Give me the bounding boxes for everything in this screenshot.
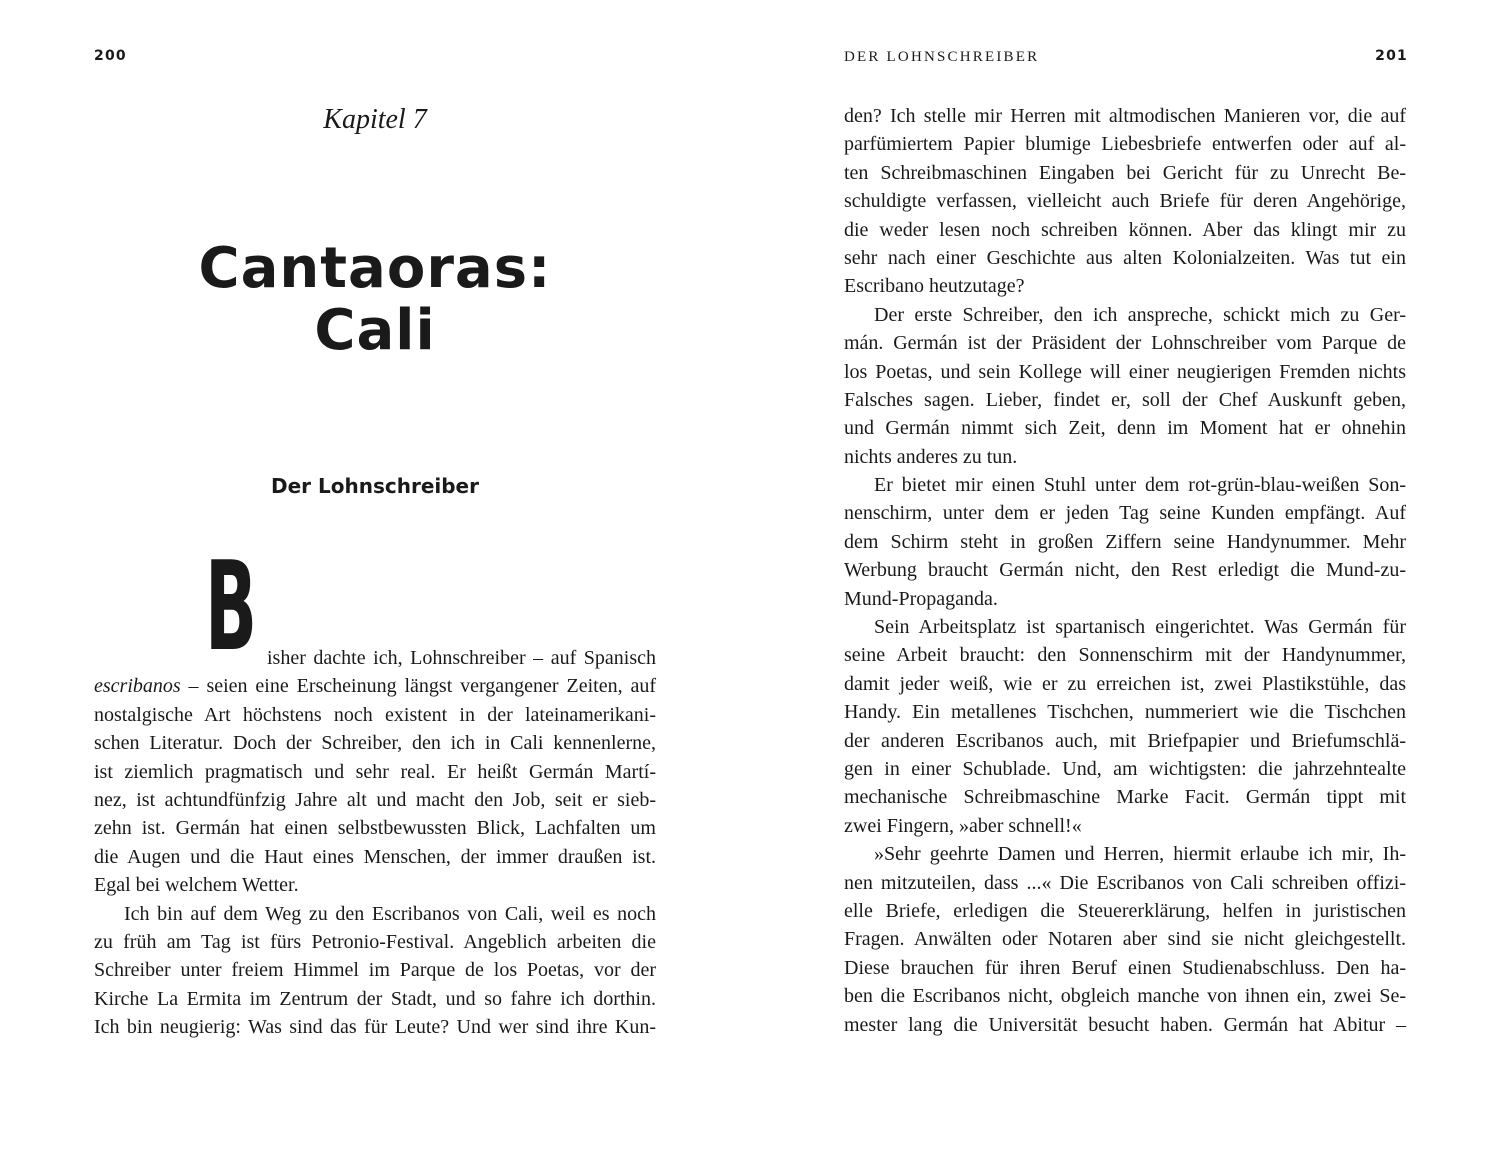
chapter-title — [94, 238, 656, 362]
left-body-text — [94, 644, 656, 1041]
chapter-title-line-1: Cantaoras: — [198, 236, 552, 301]
text-line: die Augen und die Haut eines Menschen, der immer draußen ist. — [94, 845, 656, 868]
text-line: »Sehr geehrte Damen und Herren, hiermit erlaube ich mir, Ih- — [874, 843, 1406, 866]
text-line: Handy. Ein metallenes Tischchen, nummeriert wie die Tischchen — [844, 701, 1406, 724]
text-line: nichts anderes zu tun. — [844, 445, 1018, 468]
text-line: schen Literatur. Doch der Schreiber, den ich in Cali kennenlerne, — [94, 732, 656, 755]
text-line: Diese brauchen für ihren Beruf einen Studienabschluss. Den ha- — [844, 956, 1406, 979]
text-line: Fragen. Anwälten oder Notaren aber sind sie nicht gleichgestellt. — [844, 928, 1406, 951]
text-line: nostalgische Art höchstens noch existent in der lateinamerikani- — [94, 703, 656, 726]
page-number-left: 200 — [94, 48, 127, 64]
text-line: Ich bin auf dem Weg zu den Escribanos von Cali, weil es noch — [124, 902, 656, 925]
text-line: ten Schreibmaschinen Eingaben bei Gericht für zu Unrecht Be- — [844, 161, 1406, 184]
running-head: DER LOHNSCHREIBER — [844, 49, 1040, 65]
italic-term: escribanos — [94, 675, 181, 698]
text-line: Sein Arbeitsplatz ist spartanisch eingerichtet. Was Germán für — [874, 616, 1406, 639]
text-line: und Germán nimmt sich Zeit, denn im Moment hat er ohnehin — [844, 417, 1406, 440]
text-line: mechanische Schreibmaschine Marke Facit. Germán tippt mit — [844, 786, 1406, 809]
text-line: nenschirm, unter dem er jeden Tag seine Kunden empfängt. Auf — [844, 502, 1406, 525]
text-line: Mund-Propaganda. — [844, 587, 998, 610]
text-line: dem Schirm steht in großen Ziffern seine Handynummer. Mehr — [844, 530, 1406, 553]
text-line: Ich bin neugierig: Was sind das für Leute? Und wer sind ihre Kun- — [94, 1016, 656, 1039]
text-line: Egal bei welchem Wetter. — [94, 874, 299, 897]
right-page — [750, 0, 1500, 1154]
text-line: die weder lesen noch schreiben können. Aber das klingt mir zu — [844, 218, 1406, 241]
drop-cap: B — [205, 534, 257, 679]
text-line: mán. Germán ist der Präsident der Lohnschreiber vom Parque de — [844, 332, 1406, 355]
text-line — [94, 672, 656, 700]
text-line: schuldigte verfassen, vielleicht auch Briefe für deren Angehörige, — [844, 190, 1406, 213]
right-body-text — [844, 102, 1406, 1039]
text-line: der anderen Escribanos auch, mit Briefpapier und Briefumschlä- — [844, 729, 1406, 752]
text-line: ist ziemlich pragmatisch und sehr real. Er heißt Germán Martí- — [94, 760, 656, 783]
text-line: ben die Escribanos nicht, obgleich manche von ihnen ein, zwei Se- — [844, 985, 1406, 1008]
text-line: los Poetas, und sein Kollege will einer neugierigen Fremden nichts — [844, 360, 1406, 383]
chapter-label: Kapitel 7 — [323, 104, 427, 135]
text-line: Er bietet mir einen Stuhl unter dem rot-grün-blau-weißen Son- — [874, 474, 1406, 497]
text-line: zwei Fingern, »aber schnell!« — [844, 814, 1082, 837]
text-line-rest: – seien eine Erscheinung längst vergangener Zeiten, auf — [180, 675, 656, 698]
text-line: nez, ist achtundfünfzig Jahre alt und macht den Job, seit er sieb- — [94, 788, 656, 811]
text-line: nen mitzuteilen, dass ...« Die Escribanos von Cali schreiben offizi- — [844, 871, 1406, 894]
text-line: mester lang die Universität besucht haben. Germán hat Abitur – — [844, 1013, 1406, 1036]
text-line: Der erste Schreiber, den ich anspreche, schickt mich zu Ger- — [874, 303, 1406, 326]
section-title: Der Lohnschreiber — [271, 474, 479, 498]
chapter-title-line-2: Cali — [314, 298, 436, 363]
text-line: zehn ist. Germán hat einen selbstbewussten Blick, Lachfalten um — [94, 817, 656, 840]
text-line: seine Arbeit braucht: den Sonnenschirm mit der Handynummer, — [844, 644, 1406, 667]
text-line: den? Ich stelle mir Herren mit altmodischen Manieren vor, die auf — [844, 105, 1406, 127]
text-line: elle Briefe, erledigen die Steuererklärung, helfen in juristischen — [844, 899, 1406, 922]
text-line: sehr nach einer Geschichte aus alten Kolonialzeiten. Was tut ein — [844, 246, 1406, 269]
text-line: Falsches sagen. Lieber, findet er, soll der Chef Auskunft geben, — [844, 388, 1406, 411]
page-number-right: 201 — [1375, 48, 1408, 64]
text-line: zu früh am Tag ist fürs Petronio-Festival. Angeblich arbeiten die — [94, 930, 656, 953]
text-line: Werbung braucht Germán nicht, den Rest erledigt die Mund-zu- — [844, 559, 1406, 582]
text-line: gen in einer Schublade. Und, am wichtigsten: die jahrzehntealte — [844, 757, 1406, 780]
text-line: damit jeder weiß, wie er zu erreichen ist, zwei Plastikstühle, das — [844, 672, 1406, 695]
text-line: Escribano heutzutage? — [844, 275, 1025, 298]
text-line: Schreiber unter freiem Himmel im Parque de los Poetas, vor der — [94, 959, 656, 982]
text-line: isher dachte ich, Lohnschreiber – auf Spanisch — [267, 647, 656, 669]
text-line: Kirche La Ermita im Zentrum der Stadt, und so fahre ich dorthin. — [94, 987, 656, 1010]
text-line: parfümiertem Papier blumige Liebesbriefe entwerfen oder auf al- — [844, 133, 1406, 156]
